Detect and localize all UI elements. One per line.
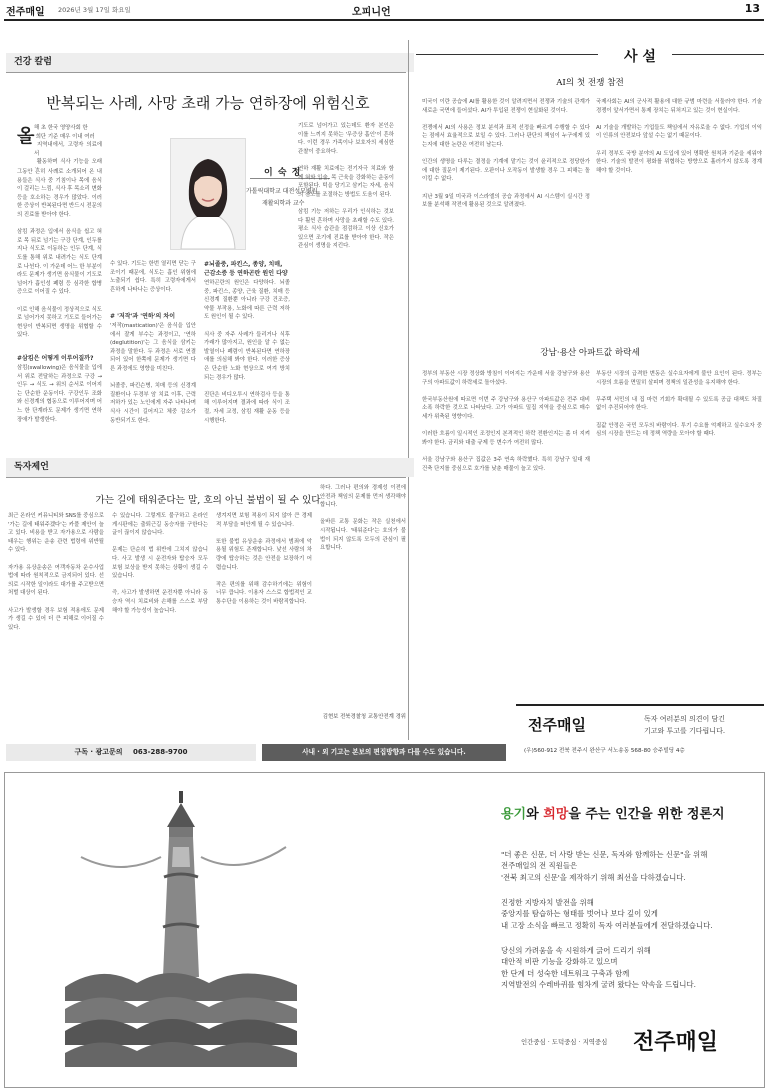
contrib-text-4: 하다. 그러나 편의와 경제성 이전에 안전과 책임의 문제를 먼저 생각해야 합니다. 올바른 교통 문화는 작은 실천에서 시작됩니다. '태워준다'는 호의가 불법이 되지 않도록 모두의 관심이 필요합니다. [320, 485, 406, 552]
ad-line: "더 좋은 신문, 더 사랑 받는 신문, 독자와 함께하는 신문"을 위해 [501, 850, 708, 859]
contrib-title: 가는 길에 태워준다는 말, 호의 아닌 불법이 될 수 있다 [95, 495, 321, 506]
column-subhead-1: #삼킴은 어떻게 이루어질까? [17, 355, 94, 362]
column-text-3: 연하곤란의 원인은 다양하다. 뇌졸중, 파킨스, 종양, 근육 질환, 치매 등 신경계 질환뿐 아니라 구강 건조증, 약물 부작용, 노화에 따른 근력 저하도 원인이 될 수 있다. 식사 중 자주 사레가 들리거나 식후 가래가 많아지고, 원인을 알 수 없는 발열이나 폐렴이 반복된다면 연하장애를 의심해 봐야 한다. 이러한 증상은 단순한 노화 현상으로 여겨 방치되는 경우가 많다. 진단은 비디오투시 연하검사 등을 통해 이루어지며 결과에 따라 식이 조절, 자세 교정, 삼킴 재활 운동 등을 시행한다. [204, 280, 290, 424]
box-logo: 전주매일 [528, 716, 586, 734]
ad-line: 지역발전의 수레바퀴를 힘차게 굴려 왔다는 약속을 드립니다. [501, 980, 696, 990]
ad-paragraph-2 [501, 897, 751, 931]
ad-line: 당신의 가려움을 속 시원하게 긁어 드리기 위해 [501, 946, 651, 955]
box-text-2: 기고와 투고를 기다립니다. [644, 727, 726, 735]
column-intro-text: 해 초 한국 영양사회 한 희단 기준 매우 이내 여러 지역내에서, 고령자 의료에서 활동하며 식사 기능을 오래 [34, 125, 102, 166]
slogan-part-2: 을 주는 인간을 위한 정론지 [568, 807, 725, 822]
author-affiliation: 가톨릭대학교 대전성모병원 [246, 188, 318, 195]
column-subhead-2: # '저작'과 '연하'의 차이 [110, 313, 176, 320]
column-text-1: 그동안 흔히 사례로 소개되어 온 내용들은 식사 중 기침이나 목에 음식이 걸리는 느낌, 식사 후 목소리 변화 등을 호소하는 경우가 많았다. 이러한 증상이 반복된다면 반드시 전문의의 진료를 받아야 한다. 삼킴 과정은 입에서 음식을 씹고 혀로 목 뒤로 넘기는 구강 단계, 인두를 지나 식도로 이동하는 인두 단계, 식도를 통해 위로 내려가는 식도 단계로 나뉜다. 이 가운데 어느 한 부분이라도 문제가 생기면 음식물이 기도로 넘어가 흡인성 폐렴 등 심각한 합병증으로 이어질 수 있다. 이로 인해 음식물이 정상적으로 식도로 넘어가지 못하고 기도로 들어가는 현상이 반복되면 생명을 위협할 수 있다. [17, 169, 102, 339]
editorial-2-text-a: 정부의 부동산 시장 정상화 방침이 이어지는 가운데 서울 강남구와 용산구의 아파트값이 하락세로 돌아섰다. 한국부동산원에 따르면 이번 주 강남구와 용산구 아파트값은 전주 대비 소폭 하락한 것으로 나타났다. 고가 아파트 밀집 지역을 중심으로 매수세가 위축된 영향이다. 이러한 흐름이 일시적인 조정인지 본격적인 하락 전환인지는 좀 더 지켜봐야 한다. 금리와 대출 규제 등 변수가 여전히 많다. 서울 강남구와 용산구 집값은 3주 연속 하락했다. 특히 강남구 일대 재건축 단지를 중심으로 호가를 낮춘 매물이 늘고 있다. [422, 371, 590, 472]
editorial-rule-left [416, 54, 598, 55]
ad-line: 진정한 지방자치 발전을 위해 [501, 898, 594, 907]
ad-logo: 전주매일 [633, 1030, 719, 1055]
column-subhead-3: #뇌졸중, 파킨스, 종양, 치매, 근감소증 등 연하곤란 원인 다양 [204, 261, 288, 277]
contrib-text-1: 최근 온라인 커뮤니티와 SNS를 중심으로 '가는 길에 태워주겠다'는 카풀 제안이 늘고 있다. 비용을 받고 자가용으로 사람을 태우는 행위는 운송 관련 법령에 위반될 수 있다. 자가용 유상운송은 여객자동차 운수사업법에 따라 원칙적으로 금지되어 있다. 선의로 시작한 일이라도 대가를 주고받으면 처벌 대상이 된다. 사고가 발생할 경우 보험 적용에도 문제가 생길 수 있어 더 큰 피해로 이어질 수 있다. [8, 513, 104, 631]
column-label-rule [6, 72, 406, 73]
ad-line: 내 고장 소식을 빠르고 정확히 독자 여러분들에게 전달하겠습니다. [501, 920, 713, 930]
editorial-1-text-a: 미국이 이란 공습에 AI를 활용한 것이 알려지면서 전쟁과 기술의 관계가 새로운 국면에 들어섰다. AI가 투입된 전쟁이 현실화된 것이다. 전쟁에서 AI의 사용은 정보 분석과 표적 선정을 빠르게 수행할 수 있다는 점에서 효율적으로 보일 수 있다. 그러나 판단의 책임이 누구에게 있는지에 대한 논란은 여전히 남는다. 인간의 생명을 다루는 결정을 기계에 맡기는 것이 윤리적으로 정당한가에 대한 질문이 제기된다. 오판이나 오작동이 발생할 경우 그 피해는 돌이킬 수 없다. 지난 3월 9일 미국과 이스라엘의 공습 과정에서 AI 시스템이 실시간 정보를 분석해 작전에 활용된 것으로 알려졌다. [422, 99, 590, 209]
ad-paragraph-3 [501, 945, 751, 991]
box-address: (우)560-912 전북 전주시 완산구 서노송동 568-80 승주빌딩 4층 [524, 748, 685, 754]
section-title: 오피니언 [352, 7, 391, 18]
ad-line: 중앙지를 탐습하는 형태를 벗어나 보다 깊이 있게 [501, 909, 658, 919]
column-text-2: 수 있다. 기도는 한번 열리면 닫는 구조이기 때문에, 식도는 흡인 위험에 노출되기 쉽다. 특히 고령자에게서 흔하게 나타나는 증상이다. [110, 261, 196, 293]
author-name: 이 숙 정 [264, 168, 302, 178]
author-photo [170, 138, 246, 250]
subscribe-phone: 063-288-9700 [133, 748, 188, 756]
lighthouse-illustration [61, 787, 301, 1077]
ad-tagline: 인간중심 · 도덕중심 · 지역중심 [521, 1038, 608, 1046]
slogan-part-1: 와 [526, 807, 544, 822]
column-label: 건강 칼럼 [6, 53, 414, 72]
ad-line: 한 단계 더 성숙한 네트워크 구축과 함께 [501, 968, 630, 978]
editorial-2-text-b: 부동산 시장의 급격한 변동은 실수요자에게 불안 요인이 된다. 정부는 시장의 흐름을 면밀히 살피며 정책의 일관성을 유지해야 한다. 무주택 서민의 내 집 마련 기회가 확대될 수 있도록 공급 대책도 차질 없이 추진되어야 한다. 집값 안정은 국민 모두의 바람이다. 투기 수요를 억제하고 실수요자 중심의 시장을 만드는 데 정책 역량을 모아야 할 때다. [596, 371, 762, 438]
header-rule [4, 19, 764, 21]
editorial-headline-1: AI의 첫 전쟁 참전 [556, 78, 624, 88]
ad-paragraph-1 [501, 849, 751, 883]
contrib-label: 독자제언 [6, 458, 414, 477]
editorial-headline-2: 강남·용산 아파트값 하락세 [540, 348, 640, 358]
ad-slogan [501, 803, 725, 822]
slogan-courage: 용기 [501, 807, 527, 822]
contrib-text-2: 수 있습니다. 그렇게도 불구하고 온라인 게시판에는 출퇴근길 동승자를 구한다는 글이 끊이지 않습니다. 문제는 단순히 법 위반에 그치지 않습니다. 사고 발생 시 운전자와 탑승자 모두 보험 보상을 받지 못하는 상황이 생길 수 있습니다. 즉, 사고가 발생하면 운전자뿐 아니라 동승자 역시 치료비와 손해를 스스로 부담해야 할 가능성이 높습니다. [112, 513, 208, 614]
portrait-image [171, 139, 245, 249]
masthead-name: 전주매일 [6, 7, 45, 18]
column-divider [408, 40, 409, 740]
box-text-1: 독자 여러분의 의견이 담긴 [644, 715, 726, 723]
subscribe-bar [6, 744, 256, 761]
column-title: 반복되는 사례, 사망 초래 가능 연하장에 위험신호 [46, 94, 370, 112]
page-number: 13 [744, 2, 760, 15]
disclaimer-bar: 사내 · 외 기고는 본보의 편집방향과 다를 수도 있습니다. [262, 744, 506, 761]
contrib-text-3: 생겨지면 보험 적용이 되지 않아 큰 경제적 부담을 떠안게 될 수 있습니다. 또한 불법 유상운송 과정에서 범죄에 악용될 위험도 존재합니다. 낯선 사람의 차량에 탑승하는 것은 안전을 보장하기 어렵습니다. 작은 편의를 위해 감수하기에는 위험이 너무 큽니다. 이용자 스스로 합법적인 교통수단을 이용하는 것이 바람직합니다. [216, 513, 312, 605]
editorial-title: 사 설 [624, 49, 656, 65]
submission-box [516, 704, 764, 758]
slogan-hope: 희망 [543, 807, 569, 822]
column-text-4: 기도로 넘어가고 있는데도 환자 본인은 이를 느끼지 못하는 '무증상 흡인'이 흔하다. 이런 경우 가족이나 보호자의 세심한 관찰이 중요하다. 연하 재활 치료에는 전기자극 치료와 함께 혀와 입술, 목 근육을 강화하는 운동이 포함된다. 턱을 당기고 삼키는 자세, 음식의 점도를 조절하는 방법도 도움이 된다. 삼킴 기능 저하는 우리가 인식하는 것보다 훨씬 흔하며 사망을 초래할 수도 있다. 평소 식사 습관을 점검하고 이상 신호가 있으면 조기에 진료를 받아야 한다. 작은 관심이 생명을 지킨다. [298, 123, 394, 250]
author-department: 재활의학과 교수 [262, 200, 305, 207]
drop-cap: 올 [17, 126, 35, 147]
editorial-1-text-b: 국제사회는 AI의 군사적 활용에 대한 규범 마련을 서둘러야 한다. 기술 경쟁이 앞서가면서 통제 장치는 뒤처지고 있는 것이 현실이다. AI 기술을 개발하는 기업들도 책임에서 자유로울 수 없다. 기업의 이익이 인류의 안전보다 앞설 수는 없기 때문이다. 우리 정부도 국방 분야의 AI 도입에 있어 명확한 원칙과 기준을 세워야 한다. 기술의 발전이 평화를 위협하는 방향으로 흘러가지 않도록 경계해야 할 것이다. [596, 99, 762, 174]
contrib-label-rule [6, 477, 406, 478]
subscribe-label: 구독 · 광고문의 [74, 748, 123, 756]
column-text-2b: '저작(mastication)'은 음식을 입안에서 잘게 부수는 과정이고, '연하(deglutition)'는 그 음식을 삼키는 과정을 말한다. 두 과정은 서로 연결되어 있어 한쪽에 문제가 생기면 다른 과정에도 영향을 미친다. 뇌졸중, 파킨슨병, 치매 등의 신경계 질환이나 두경부 암 치료 이후, 근력 저하가 있는 노인에게 자주 나타나며 식사 시간이 길어지고 체중 감소가 동반되기도 한다. [110, 323, 196, 424]
issue-date: 2026년 3월 17일 화요일 [58, 6, 131, 14]
ad-line: 대안적 비판 기능을 강화하고 있으며 [501, 957, 618, 967]
ad-line: 전주매일의 전 직원들은 [501, 861, 578, 871]
editorial-rule-right [672, 54, 764, 55]
house-ad [4, 772, 765, 1088]
column-text-1b: 삼킴(swallowing)은 음식물을 입에서 위로 전달하는 과정으로 구강 → 인두 → 식도 → 위의 순서로 이어지는 단순한 운동이다. 구강인두 조화와 신경계의 협동으로 이루어지며 어느 한 단계라도 문제가 생기면 연하장애가 발생한다. [17, 365, 102, 423]
ad-line: '전북 최고의 신문'을 제작하기 위해 최선을 다하겠습니다. [501, 872, 686, 882]
contrib-signature: 김현보 전북경찰청 교통안전계 경위 [322, 714, 406, 720]
